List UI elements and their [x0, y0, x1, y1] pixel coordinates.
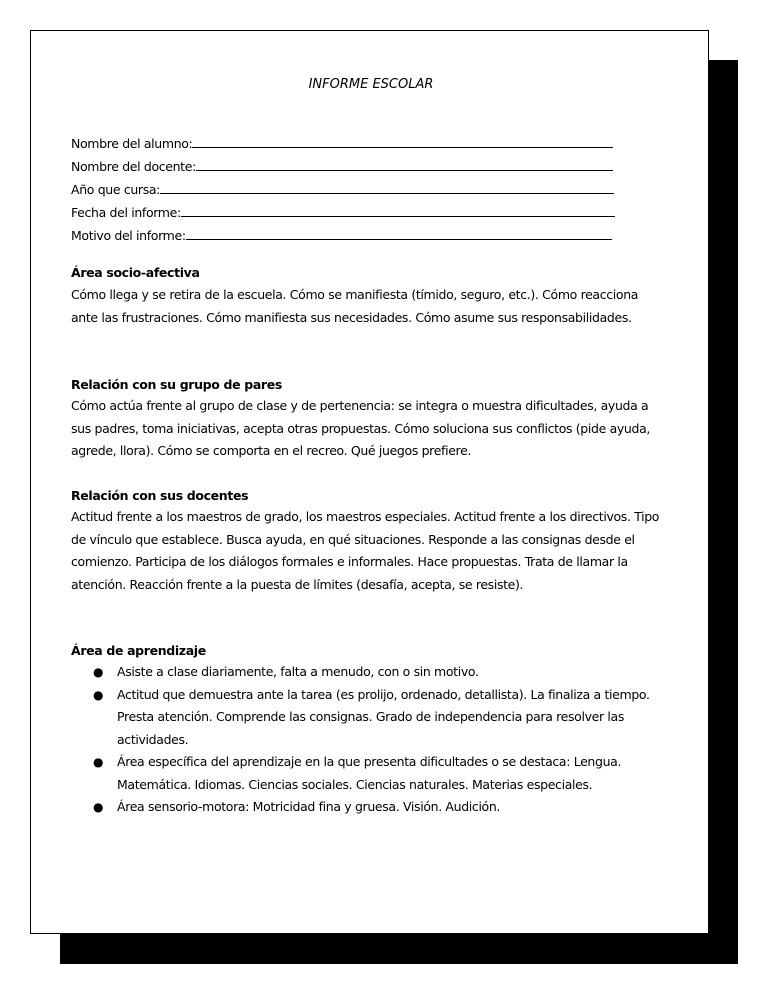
bullet-icon: ●	[93, 665, 104, 679]
section-heading-socio-afectiva: Área socio-afectiva	[71, 265, 200, 280]
field-report-date[interactable]	[71, 200, 615, 220]
bullet-icon: ●	[93, 755, 104, 769]
page-shadow-bottom	[60, 934, 738, 964]
list-item	[71, 684, 661, 752]
section-body-socio-afectiva: Cómo llega y se retira de la escuela. Cómo se manifiesta (tímido, seguro, etc.). Cómo reacciona ante las frustraciones. Cómo manifiesta sus necesidades. Cómo asume sus responsabilidades.	[71, 287, 639, 325]
document-page	[30, 30, 709, 934]
bullet-text: Área específica del aprendizaje en la que presenta dificultades o se destaca: Lengua. Matemática. Idiomas. Ciencias sociales. Ciencias naturales. Materias especiales.	[117, 754, 622, 792]
field-label: Año que cursa:	[71, 182, 161, 197]
list-item	[71, 661, 661, 684]
field-line	[186, 239, 612, 240]
field-label: Fecha del informe:	[71, 205, 181, 220]
document-title: INFORME ESCOLAR	[308, 77, 434, 92]
field-line	[192, 147, 613, 148]
field-label: Nombre del alumno:	[71, 136, 193, 151]
aprendizaje-bullet-list	[71, 661, 661, 819]
section-body-pares: Cómo actúa frente al grupo de clase y de pertenencia: se integra o muestra dificultades, ayuda a sus padres, toma iniciativas, acepta otras propuestas. Cómo soluciona sus conflictos (pide ayuda, agrede, llora). Cómo se comporta en el recreo. Qué juegos prefiere.	[71, 398, 651, 458]
bullet-text: Actitud que demuestra ante la tarea (es prolijo, ordenado, detallista). La finaliza a tiempo. Presta atención. Comprende las consignas. Grado de independencia para resolver las actividades.	[117, 686, 650, 747]
section-body-docentes: Actitud frente a los maestros de grado, los maestros especiales. Actitud frente a los directivos. Tipo de vínculo que establece. Busca ayuda, en qué situaciones. Responde a las consignas desde el comienzo. Participa de los diálogos formales e informales. Hace propuestas. Trata de llamar la atención. Reacción frente a la puesta de límites (desafía, acepta, se resiste).	[71, 509, 660, 592]
field-line	[181, 216, 615, 217]
field-label: Nombre del docente:	[71, 159, 196, 174]
field-report-reason[interactable]	[71, 223, 612, 243]
list-item	[71, 796, 661, 819]
field-line	[160, 193, 614, 194]
bullet-text: Asiste a clase diariamente, falta a menudo, con o sin motivo.	[117, 664, 479, 679]
field-line	[196, 170, 613, 171]
section-heading-pares: Relación con su grupo de pares	[71, 377, 282, 392]
bullet-icon: ●	[93, 800, 104, 814]
section-heading-aprendizaje: Área de aprendizaje	[71, 643, 206, 658]
section-heading-docentes: Relación con sus docentes	[71, 488, 249, 503]
bullet-text: Área sensorio-motora: Motricidad fina y gruesa. Visión. Audición.	[117, 799, 501, 814]
bullet-icon: ●	[93, 687, 104, 702]
field-student-name[interactable]	[71, 131, 613, 151]
page-shadow-right	[708, 60, 738, 964]
field-grade-year[interactable]	[71, 177, 614, 197]
list-item	[71, 751, 661, 796]
field-teacher-name[interactable]	[71, 154, 613, 174]
field-label: Motivo del informe:	[71, 228, 186, 243]
